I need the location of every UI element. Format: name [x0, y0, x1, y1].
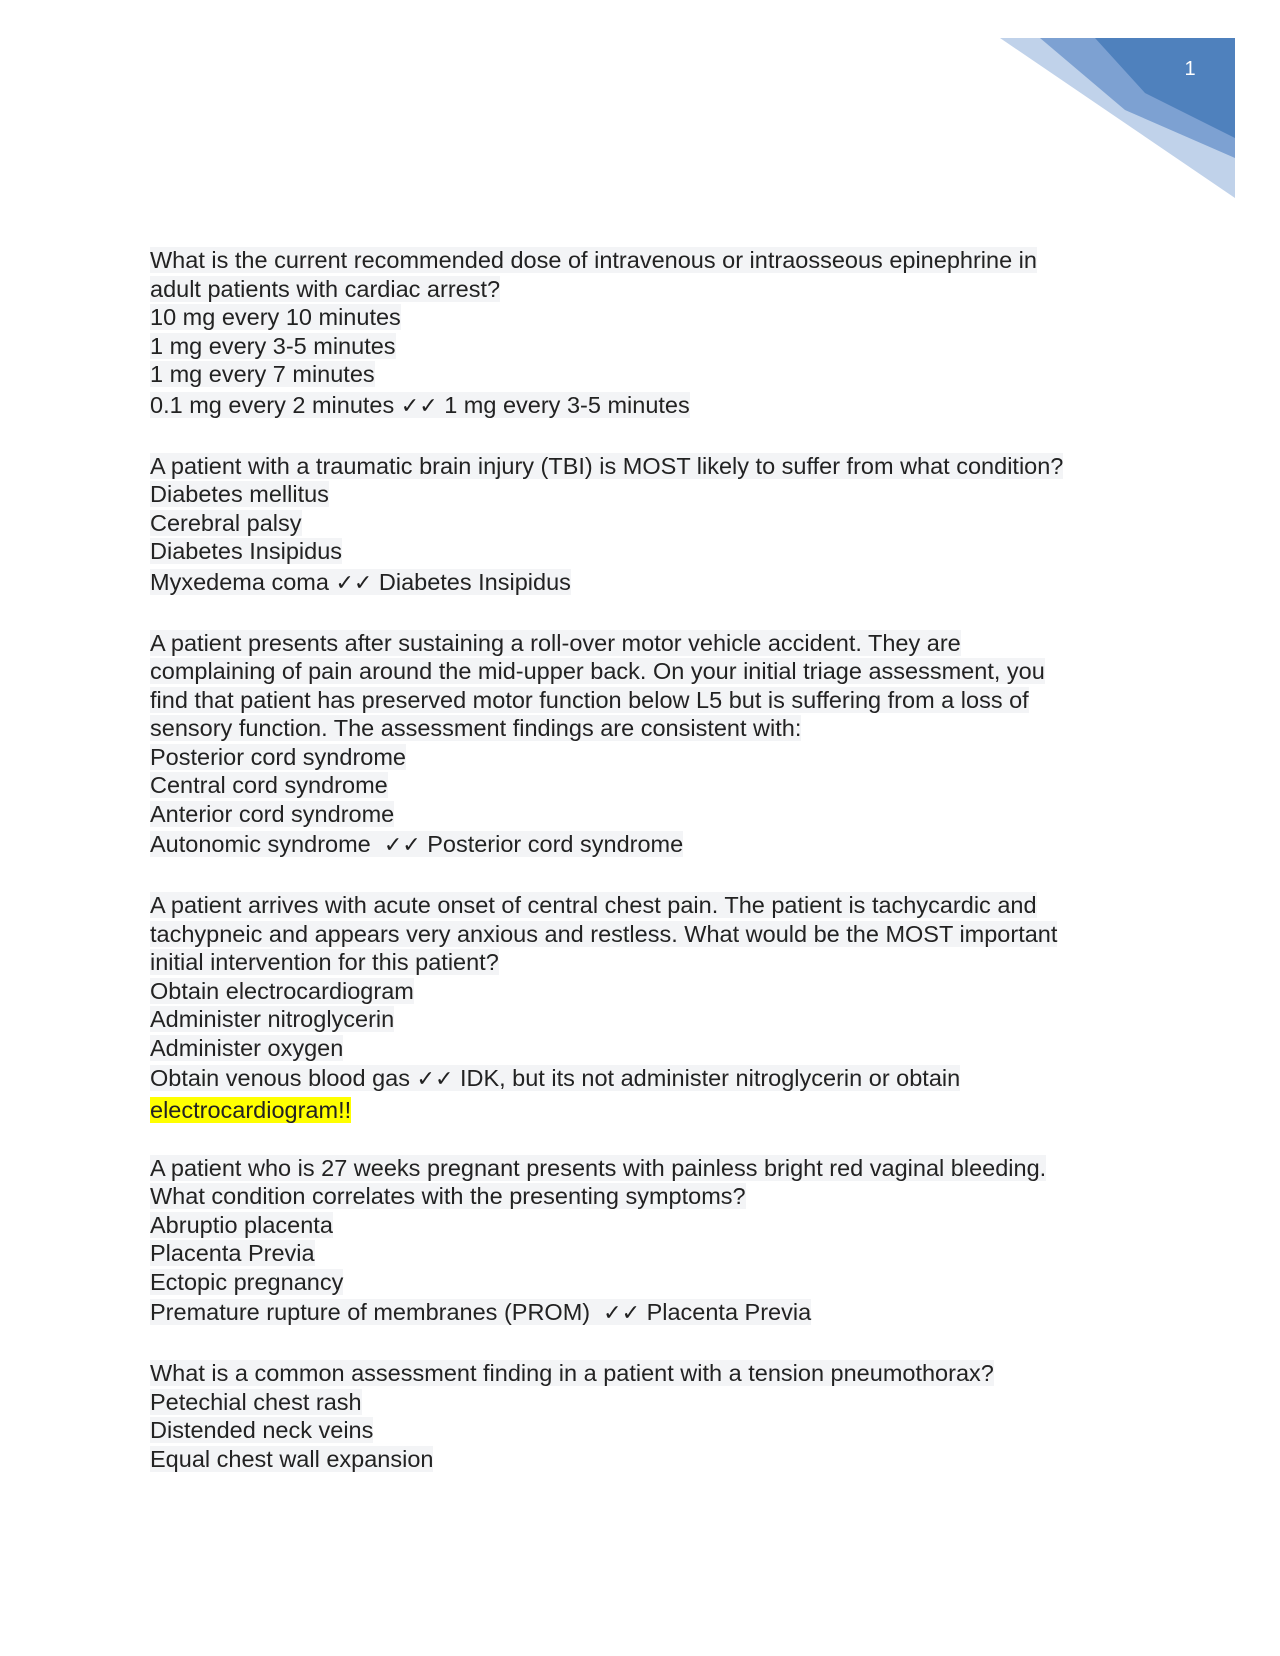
question-line: A patient arrives with acute onset of central chest pain. The patient is tachycardic and [150, 892, 1037, 918]
last-option: Obtain venous blood gas [150, 1065, 410, 1091]
answer-line [150, 389, 1150, 423]
question-block [150, 891, 1150, 1125]
answer-continuation [150, 1096, 1150, 1125]
option: Obtain electrocardiogram [150, 977, 414, 1004]
option: 1 mg every 3-5 minutes [150, 332, 396, 359]
question-line: sensory function. The assessment findings are consistent with: [150, 715, 802, 741]
question-line: tachypneic and appears very anxious and restless. What would be the MOST important [150, 920, 1058, 947]
answer-text: Diabetes Insipidus [378, 568, 571, 595]
answer-line [150, 1296, 1150, 1330]
check-icon: ✓✓ [603, 1301, 641, 1326]
page-number: 1 [1184, 58, 1196, 80]
highlighted-text: electrocardiogram!! [150, 1097, 352, 1123]
option: Petechial chest rash [150, 1388, 362, 1415]
last-option: 0.1 mg every 2 minutes [150, 391, 395, 418]
question-block [150, 246, 1150, 423]
answer-text: IDK, but its not administer nitroglycerin or obtain [459, 1065, 961, 1091]
question-line: complaining of pain around the mid-upper back. On your initial triage assessment, you [150, 658, 1045, 684]
option: Posterior cord syndrome [150, 743, 406, 770]
option: Ectopic pregnancy [150, 1268, 344, 1295]
question-line: A patient presents after sustaining a roll-over motor vehicle accident. They are [150, 629, 961, 656]
answer-line [150, 1062, 1150, 1096]
option: Central cord syndrome [150, 772, 388, 798]
answer-line [150, 828, 1150, 862]
question-line: A patient who is 27 weeks pregnant presents with painless bright red vaginal bleeding. [150, 1154, 1047, 1181]
question-block [150, 452, 1150, 600]
question-line: A patient with a traumatic brain injury (TBI) is MOST likely to suffer from what condition? [150, 452, 1064, 479]
option: Abruptio placenta [150, 1211, 333, 1238]
option: Diabetes Insipidus [150, 538, 343, 564]
question-block [150, 1359, 1150, 1473]
last-option: Autonomic syndrome [150, 831, 371, 857]
question-line: What condition correlates with the presenting symptoms? [150, 1183, 746, 1209]
question-block [150, 1154, 1150, 1331]
question-line: initial intervention for this patient? [150, 949, 499, 975]
option: Administer nitroglycerin [150, 1006, 395, 1032]
option: Diabetes mellitus [150, 481, 329, 507]
answer-text: Posterior cord syndrome [427, 831, 684, 857]
option: Anterior cord syndrome [150, 800, 395, 827]
answer-text: 1 mg every 3-5 minutes [444, 391, 690, 418]
option: 1 mg every 7 minutes [150, 361, 375, 387]
option: Cerebral palsy [150, 509, 302, 536]
check-icon: ✓✓ [400, 393, 438, 419]
document-body [150, 246, 1150, 1502]
question-block [150, 629, 1150, 863]
answer-line [150, 566, 1150, 600]
question-line: What is a common assessment finding in a patient with a tension pneumothorax? [150, 1360, 994, 1386]
check-icon: ✓✓ [335, 570, 373, 596]
option: Distended neck veins [150, 1417, 374, 1443]
last-option: Myxedema coma [150, 568, 329, 595]
answer-text: Placenta Previa [646, 1299, 812, 1325]
check-icon: ✓✓ [383, 833, 421, 858]
option: Administer oxygen [150, 1034, 344, 1061]
option: 10 mg every 10 minutes [150, 304, 401, 330]
last-option: Premature rupture of membranes (PROM) [150, 1299, 591, 1325]
question-line: adult patients with cardiac arrest? [150, 275, 501, 302]
check-icon: ✓✓ [416, 1067, 454, 1092]
question-line: find that patient has preserved motor function below L5 but is suffering from a loss of [150, 686, 1029, 713]
option: Placenta Previa [150, 1240, 315, 1266]
option: Equal chest wall expansion [150, 1445, 434, 1472]
question-line: What is the current recommended dose of intravenous or intraosseous epinephrine in [150, 247, 1037, 273]
